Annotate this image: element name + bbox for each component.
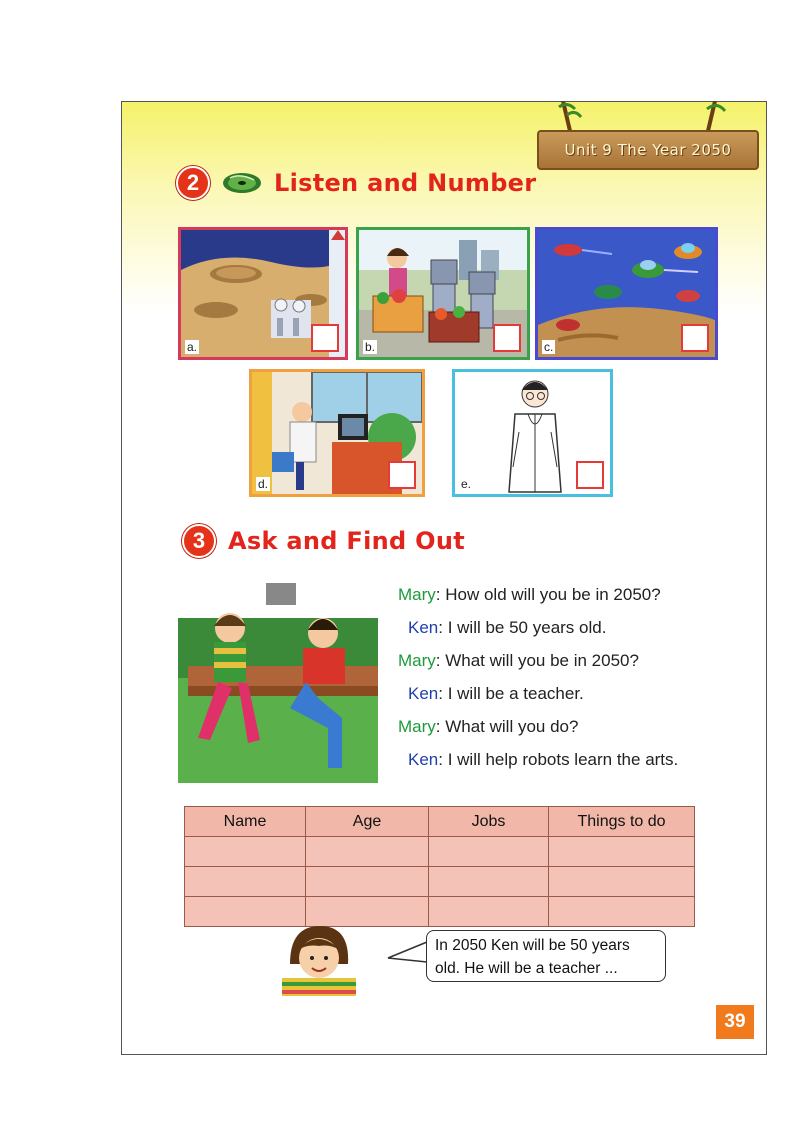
bubble-tail [386, 938, 430, 968]
picture-c-label: c. [544, 340, 554, 354]
table-cell[interactable] [429, 867, 549, 897]
table-cell[interactable] [306, 837, 429, 867]
girl-illustration [276, 924, 360, 996]
picture-c [535, 227, 718, 360]
dialogue-line [398, 651, 728, 684]
picture-b [356, 227, 530, 360]
picture-e-number-box[interactable] [576, 461, 604, 489]
speaker-ken: Ken [408, 684, 439, 703]
dialogue-line [398, 684, 728, 717]
bubble-line-2: old. He will be a teacher ... [435, 960, 618, 977]
survey-table [184, 806, 695, 927]
column-header-things-to-do: Things to do [549, 807, 695, 837]
section-3-header [182, 524, 465, 558]
dialogue-text: : I will help robots learn the arts. [438, 750, 679, 769]
dialogue-line [398, 585, 728, 618]
children-illustration [178, 578, 378, 783]
picture-b-number-box[interactable] [493, 324, 521, 352]
table-cell[interactable] [429, 897, 549, 927]
column-header-jobs: Jobs [429, 807, 549, 837]
column-header-name: Name [185, 807, 306, 837]
section-2-number: 2 [176, 166, 210, 200]
bubble-line-1: In 2050 Ken will be 50 years [435, 937, 630, 954]
dialogue-text: : How old will you be in 2050? [435, 585, 661, 604]
table-row [185, 837, 695, 867]
dialogue-text: : What will you be in 2050? [435, 651, 639, 670]
dialogue-line [398, 618, 728, 651]
sign-ropes [545, 101, 755, 131]
picture-a-label: a. [187, 340, 198, 354]
picture-d [249, 369, 425, 497]
section-3-number: 3 [182, 524, 216, 558]
dialogue-text: : I will be 50 years old. [438, 618, 607, 637]
table-cell[interactable] [549, 837, 695, 867]
speaker-mary: Mary [398, 717, 436, 736]
picture-d-number-box[interactable] [388, 461, 416, 489]
speaker-mary: Mary [398, 585, 436, 604]
unit-sign: Unit 9 The Year 2050 [537, 130, 759, 170]
speech-bubble [426, 930, 666, 982]
picture-a-number-box[interactable] [311, 324, 339, 352]
picture-e-label: e. [461, 477, 472, 491]
table-cell[interactable] [185, 867, 306, 897]
dialogue [398, 585, 728, 783]
section-2-header [176, 166, 536, 200]
speaker-mary: Mary [398, 651, 436, 670]
table-cell[interactable] [549, 897, 695, 927]
table-cell[interactable] [306, 867, 429, 897]
table-cell[interactable] [549, 867, 695, 897]
picture-d-label: d. [258, 477, 269, 491]
picture-a [178, 227, 348, 360]
dialogue-text: : I will be a teacher. [438, 684, 584, 703]
table-cell[interactable] [185, 897, 306, 927]
section-3-title: Ask and Find Out [228, 527, 465, 555]
table-cell[interactable] [306, 897, 429, 927]
picture-b-label: b. [365, 340, 376, 354]
table-cell[interactable] [429, 837, 549, 867]
picture-c-number-box[interactable] [681, 324, 709, 352]
picture-e [452, 369, 613, 497]
table-header-row [185, 807, 695, 837]
dialogue-text: : What will you do? [435, 717, 579, 736]
dialogue-line [398, 717, 728, 750]
column-header-age: Age [306, 807, 429, 837]
table-row [185, 897, 695, 927]
section-2-title: Listen and Number [274, 169, 537, 197]
cd-icon [222, 172, 262, 194]
page-number: 39 [716, 1005, 754, 1039]
table-cell[interactable] [185, 837, 306, 867]
dialogue-line [398, 750, 728, 783]
table-row [185, 867, 695, 897]
speaker-ken: Ken [408, 618, 439, 637]
speaker-ken: Ken [408, 750, 439, 769]
